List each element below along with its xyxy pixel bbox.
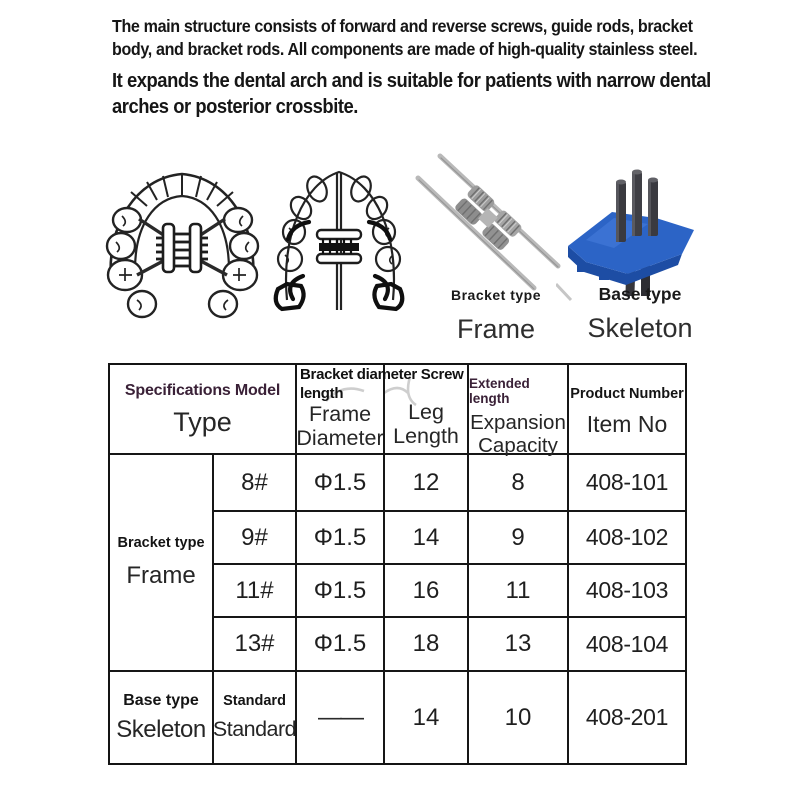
cell-r1-diameter: Φ1.5: [297, 455, 385, 512]
cell-r5-diameter: ——: [297, 672, 385, 763]
cell-r2-model: 9#: [214, 512, 297, 565]
cell-r3-diameter: Φ1.5: [297, 565, 385, 618]
cell-r3-expansion: 11: [469, 565, 569, 618]
cell-r4-expansion: 13: [469, 618, 569, 672]
cell-r2-expansion: 9: [469, 512, 569, 565]
cell-r4-model: 13#: [214, 618, 297, 672]
base-type-caption: Base type: [598, 284, 682, 304]
cell-r2-diameter: Φ1.5: [297, 512, 385, 565]
cell-r5-leg: 14: [385, 672, 469, 763]
intro-paragraph-usage: It expands the dental arch and is suitable for patients with narrow dental arches or posterior crossbite.: [112, 70, 711, 118]
dental-arch-base-diagram: [257, 158, 425, 323]
bracket-type-photo: [412, 146, 564, 296]
expansion-screw-body: [319, 243, 359, 251]
cell-r4-diameter: Φ1.5: [297, 618, 385, 672]
cell-r5-expansion: 10: [469, 672, 569, 763]
header-product-number-label: Product Number: [570, 386, 684, 402]
cell-r2-item: 408-102: [569, 512, 685, 565]
header-extended-length-label: Extended length: [469, 376, 530, 406]
skeleton-group-name: Skeleton: [116, 715, 206, 743]
row-group-frame-label: [110, 455, 214, 672]
frame-group-type-label: Bracket type: [117, 535, 205, 551]
cell-r1-item: 408-101: [569, 455, 685, 512]
bracket-type-name: Frame: [456, 314, 535, 344]
cell-r2-leg: 14: [385, 512, 469, 565]
cell-r1-expansion: 8: [469, 455, 569, 512]
cell-r5-item: 408-201: [585, 704, 669, 730]
header-item-no-label: Item No: [586, 411, 668, 437]
skeleton-group-type-label: Base type: [123, 691, 199, 709]
specifications-table: [108, 363, 687, 765]
dental-arch-bracket-diagram: [95, 158, 270, 323]
header-cell-type: [110, 365, 297, 455]
frame-group-name: Frame: [126, 562, 196, 589]
header-spec-model-label: Specifications Model: [124, 382, 281, 399]
cell-r3-leg: 16: [385, 565, 469, 618]
intro-text-block: [112, 15, 728, 120]
cell-r3-item: 408-103: [569, 565, 685, 618]
cell-r4-item: 408-104: [569, 618, 685, 672]
skeleton-model-value: Standard: [212, 717, 297, 741]
row-group-skeleton-label: [110, 672, 214, 763]
header-type-label: Type: [173, 407, 232, 437]
base-type-photo: [556, 168, 701, 303]
cell-r3-model: 11#: [214, 565, 297, 618]
cell-r1-leg: 12: [385, 455, 469, 512]
intro-paragraph-structure: The main structure consists of forward and reverse screws, guide rods, bracket body, and bracket rods. All components are made of high-quality stainless steel.: [112, 16, 698, 59]
header-frame-diameter-label: Frame Diameter: [296, 401, 384, 450]
bracket-type-caption: Bracket type: [450, 287, 542, 303]
cell-r5-model: [214, 672, 297, 763]
skeleton-model-label: Standard: [223, 693, 286, 709]
header-cell-item-no: [569, 365, 685, 455]
cell-r4-leg: 18: [385, 618, 469, 672]
header-bracket-diameter-screw-length: Bracket diameter Screw length: [300, 366, 464, 402]
header-leg-length-label: Leg Length: [393, 399, 459, 448]
base-type-name: Skeleton: [587, 313, 693, 343]
header-expansion-capacity-label: Expansion Capacity: [470, 411, 566, 457]
cell-r1-model: 8#: [214, 455, 297, 512]
